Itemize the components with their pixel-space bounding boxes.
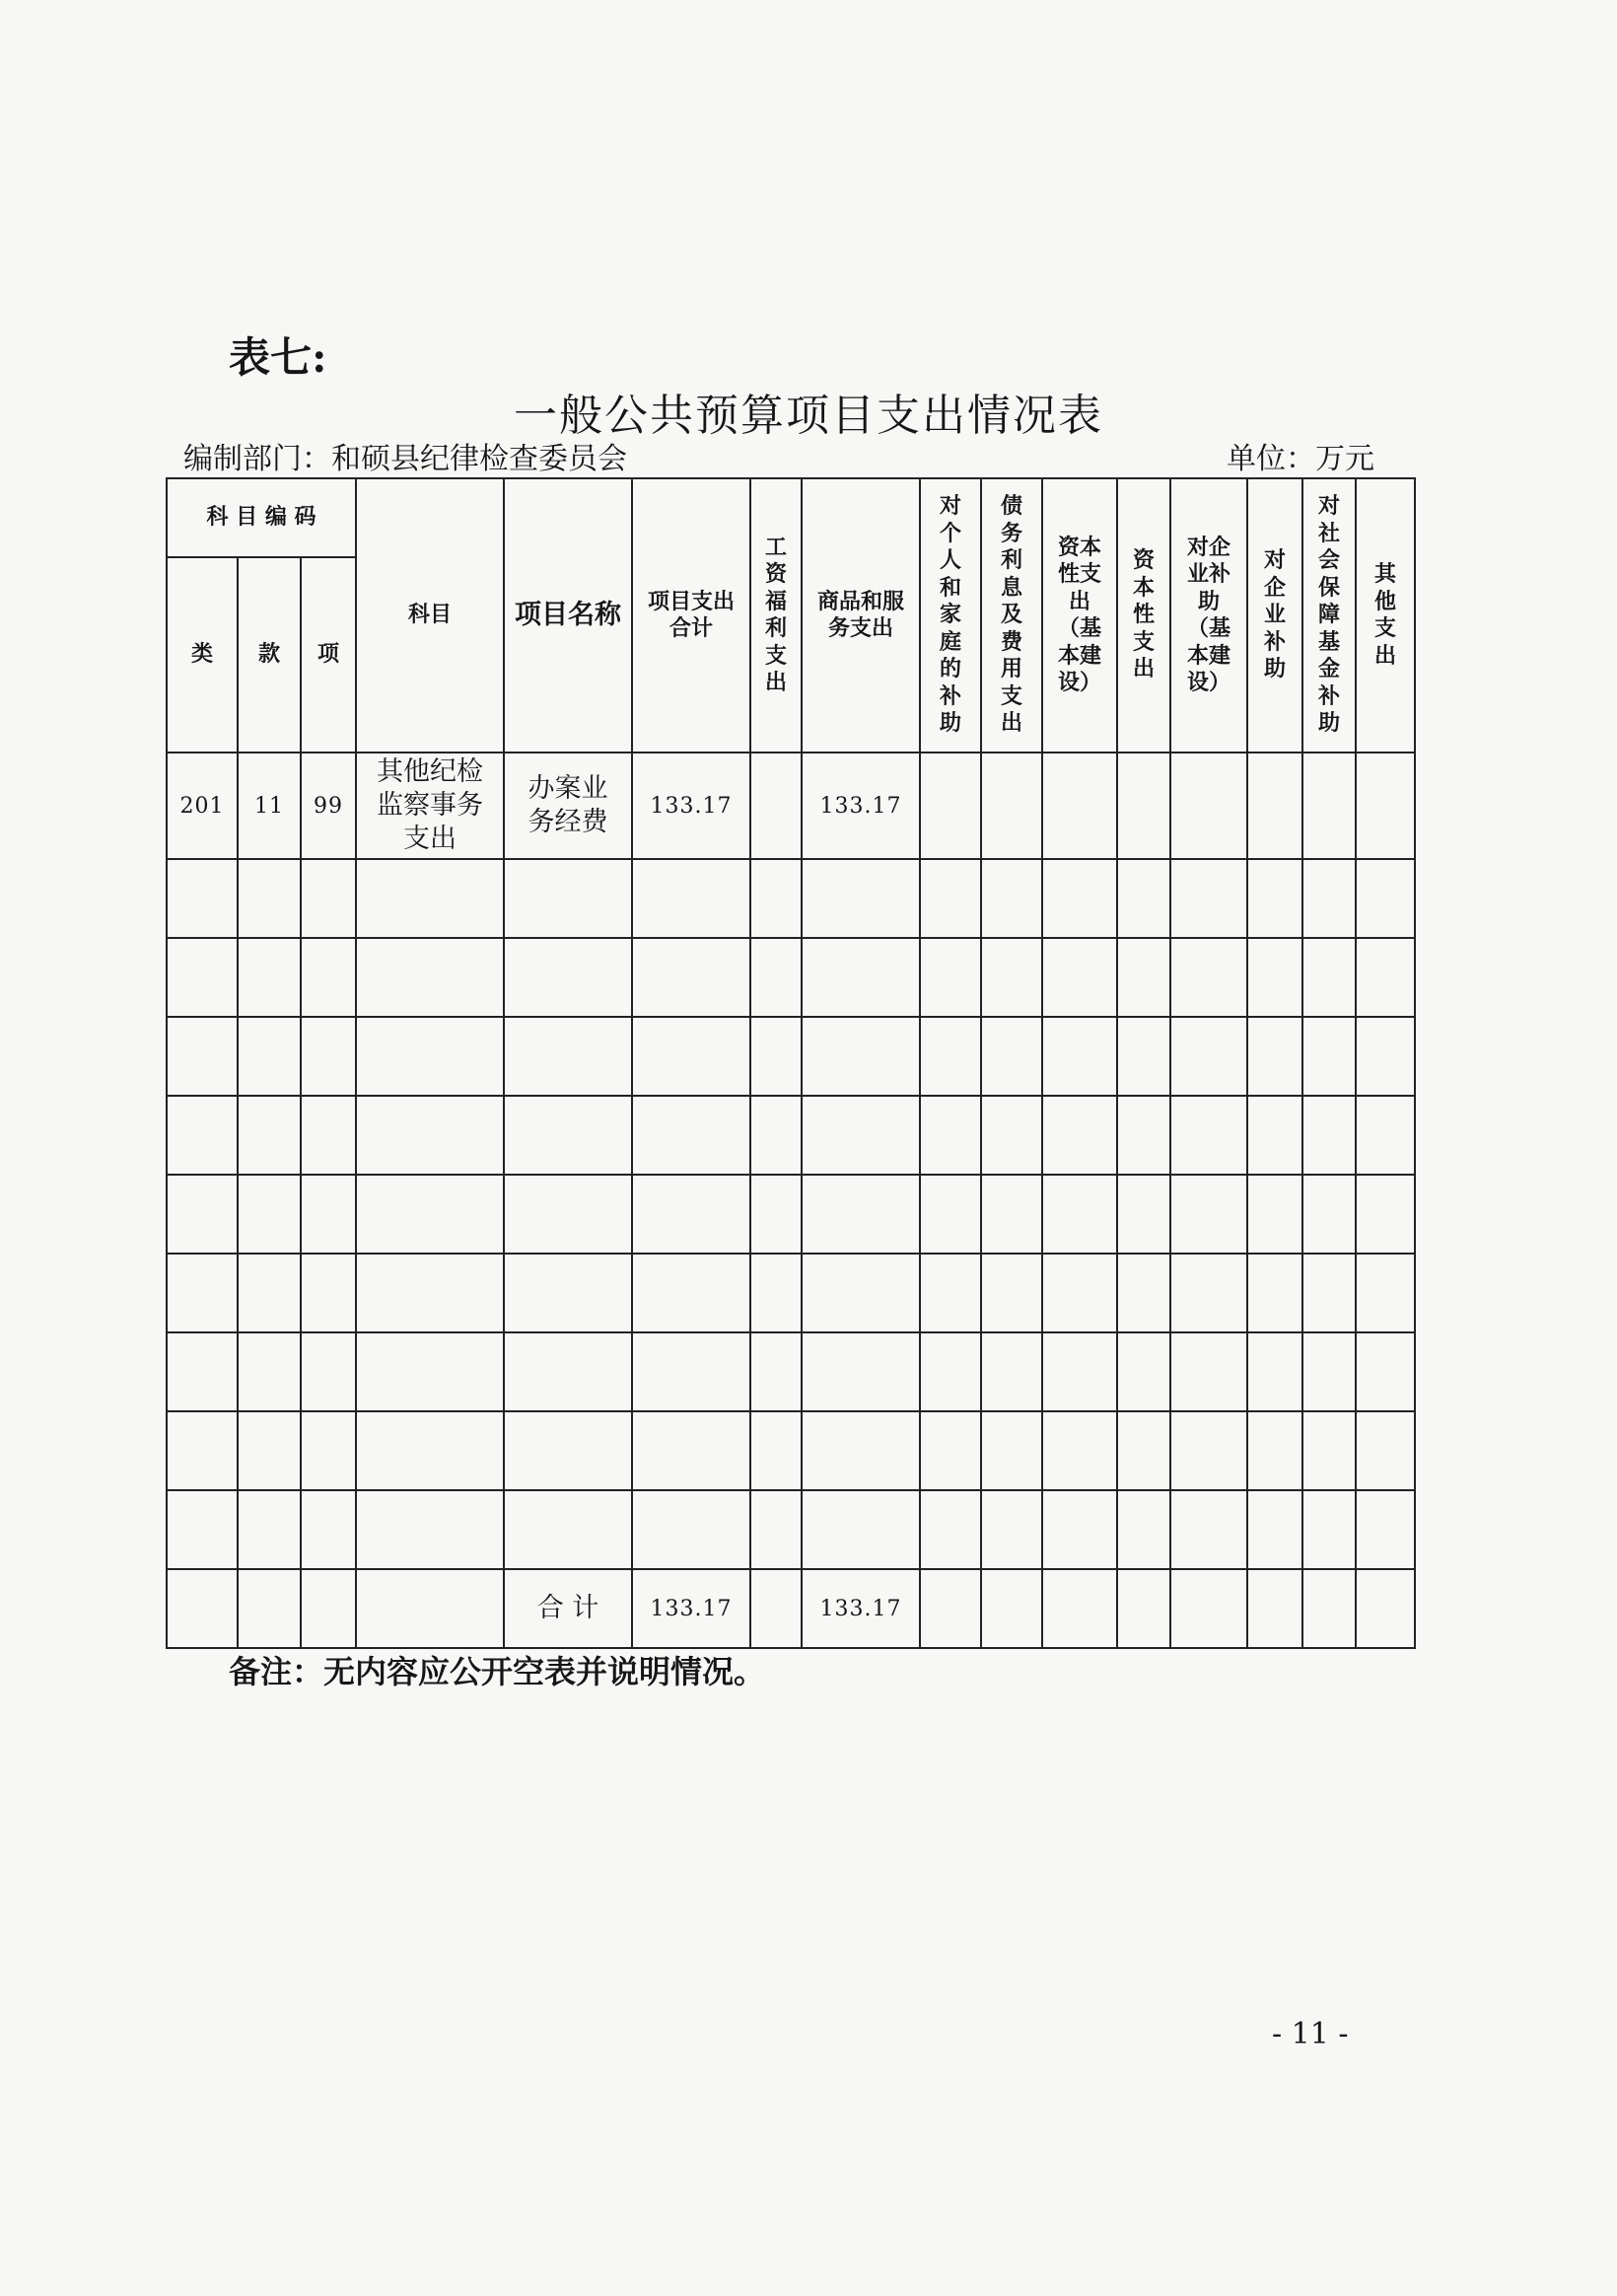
empty-cell	[167, 1254, 238, 1332]
empty-cell	[750, 1411, 802, 1490]
empty-cell	[981, 1254, 1042, 1332]
empty-cell	[1247, 1096, 1302, 1175]
empty-table-row	[167, 938, 1415, 1017]
empty-table-row	[167, 859, 1415, 938]
empty-cell	[504, 859, 632, 938]
empty-cell	[750, 938, 802, 1017]
empty-cell	[301, 1017, 356, 1096]
page-number: - 11 -	[1272, 2017, 1349, 2051]
empty-cell	[1042, 1332, 1117, 1411]
empty-cell	[1302, 1175, 1356, 1254]
empty-cell	[750, 859, 802, 938]
empty-cell	[1170, 1490, 1247, 1569]
empty-table-row	[167, 1096, 1415, 1175]
header-debt-interest: 债务利息及费用支出	[981, 478, 1042, 753]
cell-capital	[1117, 753, 1170, 859]
cell-enterprise-subsidy-infra	[1170, 753, 1247, 859]
empty-cell	[356, 1096, 504, 1175]
empty-cell	[802, 1017, 920, 1096]
cell-blank	[167, 1569, 238, 1648]
empty-cell	[802, 1332, 920, 1411]
budget-table	[166, 477, 1416, 1649]
empty-cell	[802, 1411, 920, 1490]
empty-cell	[301, 859, 356, 938]
empty-cell	[1302, 1017, 1356, 1096]
empty-cell	[167, 1332, 238, 1411]
empty-cell	[1247, 1254, 1302, 1332]
header-wages: 工资福利支出	[750, 478, 802, 753]
empty-cell	[981, 1175, 1042, 1254]
page-title: 一般公共预算项目支出情况表	[514, 391, 1103, 441]
empty-table-row	[167, 1175, 1415, 1254]
empty-cell	[301, 1175, 356, 1254]
empty-table-row	[167, 1254, 1415, 1332]
empty-cell	[1042, 1411, 1117, 1490]
empty-cell	[632, 1096, 750, 1175]
empty-cell	[1302, 1411, 1356, 1490]
empty-cell	[981, 938, 1042, 1017]
empty-cell	[802, 1096, 920, 1175]
empty-cell	[167, 1017, 238, 1096]
table-label: 表七:	[229, 333, 327, 382]
header-subject: 科目	[356, 478, 504, 753]
empty-cell	[356, 1332, 504, 1411]
cell-blank	[1042, 1569, 1117, 1648]
cell-section: 11	[238, 753, 301, 859]
empty-cell	[802, 859, 920, 938]
empty-cell	[1117, 1175, 1170, 1254]
cell-class: 201	[167, 753, 238, 859]
cell-blank	[1247, 1569, 1302, 1648]
table-row	[167, 753, 1415, 859]
empty-cell	[1247, 1411, 1302, 1490]
empty-cell	[632, 938, 750, 1017]
empty-cell	[1302, 1490, 1356, 1569]
header-individual-subsidy: 对个人和家庭的补助	[920, 478, 981, 753]
empty-cell	[1042, 1254, 1117, 1332]
empty-cell	[1117, 1411, 1170, 1490]
empty-cell	[356, 1017, 504, 1096]
empty-cell	[981, 1332, 1042, 1411]
header-capital: 资本性支出	[1117, 478, 1170, 753]
empty-cell	[920, 859, 981, 938]
empty-cell	[238, 1096, 301, 1175]
empty-cell	[632, 1017, 750, 1096]
empty-cell	[981, 859, 1042, 938]
cell-capital-infra	[1042, 753, 1117, 859]
empty-cell	[238, 1411, 301, 1490]
empty-cell	[1356, 938, 1415, 1017]
empty-cell	[920, 1254, 981, 1332]
empty-table-row	[167, 1332, 1415, 1411]
empty-cell	[356, 859, 504, 938]
header-other: 其他支出	[1356, 478, 1415, 753]
total-goods-services: 133.17	[802, 1569, 920, 1648]
empty-cell	[238, 1332, 301, 1411]
cell-blank	[301, 1569, 356, 1648]
total-amount: 133.17	[632, 1569, 750, 1648]
empty-cell	[1170, 1254, 1247, 1332]
empty-cell	[504, 1017, 632, 1096]
empty-cell	[238, 938, 301, 1017]
remark-note: 备注：无内容应公开空表并说明情况。	[229, 1653, 766, 1690]
empty-cell	[1356, 1254, 1415, 1332]
empty-table-row	[167, 1490, 1415, 1569]
header-section: 款	[238, 557, 301, 753]
empty-cell	[750, 1017, 802, 1096]
empty-cell	[1170, 1017, 1247, 1096]
empty-cell	[1042, 1490, 1117, 1569]
compiling-department: 编制部门：和硕县纪律检查委员会	[183, 442, 627, 476]
empty-table-row	[167, 1411, 1415, 1490]
empty-cell	[1042, 1017, 1117, 1096]
empty-cell	[1247, 1490, 1302, 1569]
cell-debt-interest	[981, 753, 1042, 859]
empty-cell	[1170, 1175, 1247, 1254]
header-project-name: 项目名称	[504, 478, 632, 753]
empty-cell	[1247, 1175, 1302, 1254]
empty-cell	[981, 1490, 1042, 1569]
empty-cell	[1042, 1175, 1117, 1254]
empty-cell	[1170, 1332, 1247, 1411]
empty-cell	[802, 1175, 920, 1254]
empty-cell	[504, 1254, 632, 1332]
cell-blank	[750, 1569, 802, 1648]
header-item: 项	[301, 557, 356, 753]
cell-enterprise-subsidy	[1247, 753, 1302, 859]
empty-cell	[356, 1490, 504, 1569]
empty-cell	[750, 1096, 802, 1175]
empty-cell	[981, 1017, 1042, 1096]
empty-cell	[750, 1490, 802, 1569]
header-capital-infra: 资本性支出（基本建设）	[1042, 478, 1117, 753]
empty-cell	[632, 859, 750, 938]
cell-goods-services: 133.17	[802, 753, 920, 859]
empty-cell	[238, 1017, 301, 1096]
empty-cell	[167, 1411, 238, 1490]
cell-total: 133.17	[632, 753, 750, 859]
empty-cell	[1117, 1332, 1170, 1411]
cell-item: 99	[301, 753, 356, 859]
empty-cell	[167, 1096, 238, 1175]
empty-cell	[1302, 1332, 1356, 1411]
empty-cell	[1170, 938, 1247, 1017]
empty-cell	[750, 1175, 802, 1254]
cell-wages	[750, 753, 802, 859]
empty-cell	[356, 938, 504, 1017]
empty-cell	[632, 1490, 750, 1569]
empty-cell	[301, 1490, 356, 1569]
empty-cell	[920, 1096, 981, 1175]
empty-cell	[1170, 859, 1247, 938]
cell-blank	[1170, 1569, 1247, 1648]
empty-cell	[1117, 1254, 1170, 1332]
cell-blank	[1117, 1569, 1170, 1648]
empty-cell	[301, 1254, 356, 1332]
empty-cell	[167, 938, 238, 1017]
empty-cell	[981, 1411, 1042, 1490]
empty-cell	[1356, 1017, 1415, 1096]
empty-cell	[1117, 938, 1170, 1017]
total-label: 合 计	[504, 1569, 632, 1648]
empty-cell	[238, 1175, 301, 1254]
empty-cell	[1302, 938, 1356, 1017]
cell-project-name: 办案业务经费	[504, 753, 632, 859]
empty-cell	[167, 859, 238, 938]
empty-cell	[1302, 859, 1356, 938]
empty-cell	[504, 1175, 632, 1254]
empty-cell	[981, 1096, 1042, 1175]
empty-cell	[356, 1254, 504, 1332]
cell-social-security-subsidy	[1302, 753, 1356, 859]
empty-cell	[167, 1490, 238, 1569]
empty-cell	[750, 1254, 802, 1332]
cell-other	[1356, 753, 1415, 859]
empty-cell	[504, 1332, 632, 1411]
empty-cell	[238, 1254, 301, 1332]
empty-cell	[301, 1332, 356, 1411]
empty-cell	[301, 1096, 356, 1175]
empty-cell	[1247, 1332, 1302, 1411]
empty-cell	[1356, 1096, 1415, 1175]
empty-cell	[356, 1175, 504, 1254]
header-class: 类	[167, 557, 238, 753]
empty-cell	[920, 1332, 981, 1411]
empty-cell	[920, 1490, 981, 1569]
cell-subject: 其他纪检监察事务支出	[356, 753, 504, 859]
header-enterprise-subsidy: 对企业补助	[1247, 478, 1302, 753]
empty-cell	[1042, 938, 1117, 1017]
cell-individual-subsidy	[920, 753, 981, 859]
total-row	[167, 1569, 1415, 1648]
empty-cell	[1356, 1490, 1415, 1569]
empty-cell	[1247, 938, 1302, 1017]
empty-cell	[920, 1411, 981, 1490]
empty-cell	[504, 938, 632, 1017]
empty-cell	[1170, 1096, 1247, 1175]
empty-cell	[920, 1017, 981, 1096]
empty-cell	[301, 1411, 356, 1490]
empty-cell	[632, 1254, 750, 1332]
empty-cell	[504, 1096, 632, 1175]
empty-cell	[920, 1175, 981, 1254]
header-goods-services: 商品和服务支出	[802, 478, 920, 753]
empty-cell	[167, 1175, 238, 1254]
empty-cell	[1356, 1175, 1415, 1254]
empty-cell	[632, 1411, 750, 1490]
empty-table-row	[167, 1017, 1415, 1096]
empty-cell	[802, 1254, 920, 1332]
header-social-security-subsidy: 对社会保障基金补助	[1302, 478, 1356, 753]
cell-blank	[1356, 1569, 1415, 1648]
empty-cell	[301, 938, 356, 1017]
unit-label: 单位：万元	[1227, 442, 1374, 476]
empty-cell	[1302, 1254, 1356, 1332]
empty-cell	[1042, 859, 1117, 938]
empty-cell	[1356, 859, 1415, 938]
empty-cell	[1117, 1490, 1170, 1569]
header-total: 项目支出合计	[632, 478, 750, 753]
empty-cell	[1170, 1411, 1247, 1490]
empty-cell	[1042, 1096, 1117, 1175]
empty-cell	[238, 1490, 301, 1569]
empty-cell	[1117, 859, 1170, 938]
empty-cell	[632, 1332, 750, 1411]
empty-cell	[1302, 1096, 1356, 1175]
empty-cell	[1356, 1411, 1415, 1490]
empty-cell	[1117, 1096, 1170, 1175]
empty-cell	[356, 1411, 504, 1490]
empty-cell	[802, 938, 920, 1017]
header-code-group: 科 目 编 码	[167, 478, 356, 557]
empty-cell	[504, 1490, 632, 1569]
cell-blank	[920, 1569, 981, 1648]
empty-cell	[920, 938, 981, 1017]
empty-cell	[802, 1490, 920, 1569]
cell-blank	[238, 1569, 301, 1648]
empty-cell	[1247, 859, 1302, 938]
empty-cell	[1247, 1017, 1302, 1096]
header-enterprise-subsidy-infra: 对企业补助（基本建设）	[1170, 478, 1247, 753]
empty-cell	[632, 1175, 750, 1254]
cell-blank	[981, 1569, 1042, 1648]
empty-cell	[750, 1332, 802, 1411]
empty-cell	[1117, 1017, 1170, 1096]
cell-blank	[356, 1569, 504, 1648]
empty-cell	[1356, 1332, 1415, 1411]
cell-blank	[1302, 1569, 1356, 1648]
empty-cell	[504, 1411, 632, 1490]
empty-cell	[238, 859, 301, 938]
